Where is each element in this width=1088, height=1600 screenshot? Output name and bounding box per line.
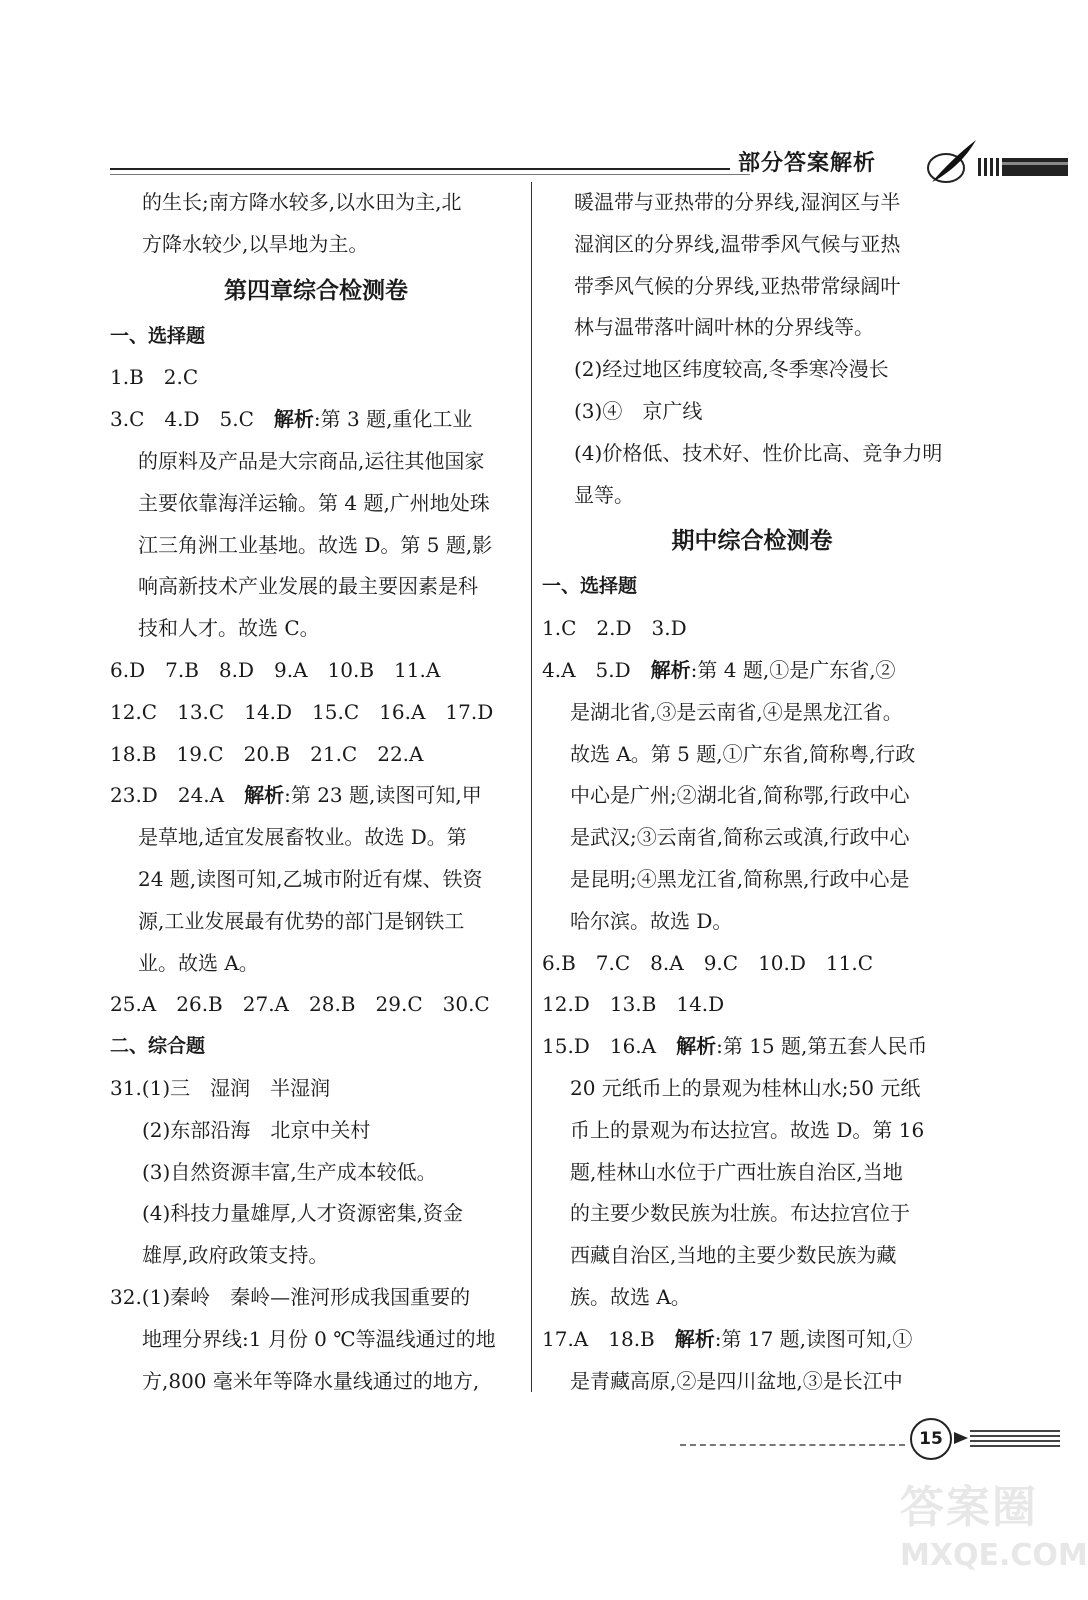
text-line: 业。故选 A。: [138, 950, 259, 975]
section-heading: 一、选择题: [110, 324, 206, 347]
answer-row: 25.A 26.B 27.A 28.B 29.C 30.C: [110, 992, 490, 1017]
answer-row: [110, 775, 522, 817]
text-line: (4)价格低、技术好、性价比高、竞争力明: [574, 440, 943, 465]
text-line: 是草地,适宜发展畜牧业。故选 D。第: [138, 825, 467, 850]
answer-keys: 15.D 16.A: [542, 1034, 677, 1059]
watermark-logo-text: 答案圈: [900, 1482, 1038, 1533]
analysis-label: 解析: [273, 407, 314, 432]
answer-row: 6.D 7.B 8.D 9.A 10.B 11.A: [110, 657, 441, 682]
text-line: 技和人才。故选 C。: [138, 616, 320, 641]
text-line: 林与温带落叶阔叶林的分界线等。: [574, 315, 874, 340]
header-title: 部分答案解析: [738, 151, 877, 176]
site-watermark: [900, 1480, 1088, 1595]
header-rule-thin: [110, 174, 750, 175]
right-column: [542, 182, 962, 1402]
analysis-text: :第 4 题,①是广东省,②: [690, 657, 896, 682]
footer-dashed-rule: [680, 1444, 905, 1446]
text-line: 地理分界线:1 月份 0 ℃等温线通过的地: [142, 1326, 496, 1351]
analysis-label: 解析: [650, 657, 691, 682]
text-line: 的原料及产品是大宗商品,运往其他国家: [138, 448, 485, 473]
analysis-text: :第 23 题,读图可知,甲: [284, 783, 482, 808]
text-line: 方降水较少,以旱地为主。: [142, 231, 369, 256]
answer-row: 32.(1)秦岭 秦岭—淮河形成我国重要的: [110, 1284, 471, 1309]
chapter-title: 第四章综合检测卷: [224, 277, 408, 304]
section-heading: 一、选择题: [542, 575, 638, 598]
text-line: 是昆明;④黑龙江省,简称黑,行政中心是: [570, 866, 910, 891]
text-line: (3)④ 京广线: [574, 398, 703, 423]
answer-row: [542, 1026, 962, 1068]
text-line: 是青藏高原,②是四川盆地,③是长江中: [570, 1368, 903, 1393]
answer-row: 31.(1)三 湿润 半湿润: [110, 1075, 331, 1100]
text-line: 哈尔滨。故选 D。: [570, 908, 733, 933]
text-line: (3)自然资源丰富,生产成本较低。: [142, 1159, 437, 1184]
footer-speed-lines-icon: [954, 1424, 1064, 1454]
analysis-label: 解析: [674, 1326, 715, 1351]
text-line: 显等。: [574, 482, 634, 507]
text-line: 主要依靠海洋运输。第 4 题,广州地处珠: [138, 490, 490, 515]
text-line: 雄厚,政府政策支持。: [142, 1243, 329, 1268]
answer-row: 12.D 13.B 14.D: [542, 992, 725, 1017]
text-line: 24 题,读图可知,乙城市附近有煤、铁资: [138, 866, 483, 891]
text-line: 是武汉;③云南省,简称云或滇,行政中心: [570, 825, 910, 850]
text-line: 方,800 毫米年等降水量线通过的地方,: [142, 1368, 480, 1393]
text-line: 江三角洲工业基地。故选 D。第 5 题,影: [138, 532, 493, 557]
answer-row: [542, 1319, 962, 1361]
text-line: 暖温带与亚热带的分界线,湿润区与半: [574, 190, 901, 214]
text-line: 湿润区的分界线,温带季风气候与亚热: [574, 231, 901, 256]
analysis-label: 解析: [244, 783, 285, 808]
text-line: 题,桂林山水位于广西壮族自治区,当地: [570, 1159, 903, 1184]
page-footer: [680, 1410, 1080, 1470]
answer-row: 1.C 2.D 3.D: [542, 616, 687, 641]
answer-keys: 4.A 5.D: [542, 657, 651, 682]
text-line: (2)经过地区纬度较高,冬季寒冷漫长: [574, 357, 889, 382]
watermark-url: MXQE.COM: [900, 1538, 1088, 1573]
analysis-text: :第 17 题,读图可知,①: [714, 1326, 913, 1351]
answer-row: 1.B 2.C: [110, 365, 199, 390]
text-line: 故选 A。第 5 题,①广东省,简称粤,行政: [570, 741, 916, 766]
header-rule: [110, 168, 730, 170]
answer-keys: 23.D 24.A: [110, 783, 245, 808]
analysis-text: :第 3 题,重化工业: [313, 407, 473, 432]
text-line: 族。故选 A。: [570, 1284, 691, 1309]
text-line: 的主要少数民族为壮族。布达拉宫位于: [570, 1201, 910, 1226]
answer-row: 12.C 13.C 14.D 15.C 16.A 17.D: [110, 699, 494, 724]
text-line: 的生长;南方降水较多,以水田为主,北: [142, 190, 462, 214]
answer-row: [542, 650, 962, 692]
page-header: [110, 138, 1070, 188]
answer-row: 18.B 19.C 20.B 21.C 22.A: [110, 741, 424, 766]
answer-row: [110, 399, 522, 441]
answer-keys: 3.C 4.D 5.C: [110, 407, 274, 432]
text-line: 带季风气候的分界线,亚热带常绿阔叶: [574, 273, 901, 298]
text-line: 是湖北省,③是云南省,④是黑龙江省。: [570, 699, 903, 724]
text-line: 20 元纸币上的景观为桂林山水;50 元纸: [570, 1075, 921, 1100]
text-line: 币上的景观为布达拉宫。故选 D。第 16: [570, 1117, 925, 1142]
section-heading: 二、综合题: [110, 1035, 206, 1058]
text-line: 源,工业发展最有优势的部门是钢铁工: [138, 908, 465, 933]
text-line: 中心是广州;②湖北省,简称鄂,行政中心: [570, 783, 910, 808]
answer-keys: 17.A 18.B: [542, 1326, 675, 1351]
analysis-label: 解析: [676, 1034, 717, 1059]
analysis-text: :第 15 题,第五套人民币: [716, 1034, 928, 1059]
feather-pen-icon: [922, 138, 982, 188]
page-number: 15: [910, 1418, 952, 1460]
header-bars-icon: [978, 156, 1070, 178]
left-column: [110, 182, 522, 1402]
answer-row: 6.B 7.C 8.A 9.C 10.D 11.C: [542, 950, 874, 975]
exam-title: 期中综合检测卷: [671, 528, 833, 555]
column-divider: [531, 182, 532, 1392]
text-line: 西藏自治区,当地的主要少数民族为藏: [570, 1243, 897, 1268]
text-line: 响高新技术产业发展的最主要因素是科: [138, 574, 478, 599]
text-line: (2)东部沿海 北京中关村: [142, 1117, 371, 1142]
text-line: (4)科技力量雄厚,人才资源密集,资金: [142, 1201, 464, 1226]
